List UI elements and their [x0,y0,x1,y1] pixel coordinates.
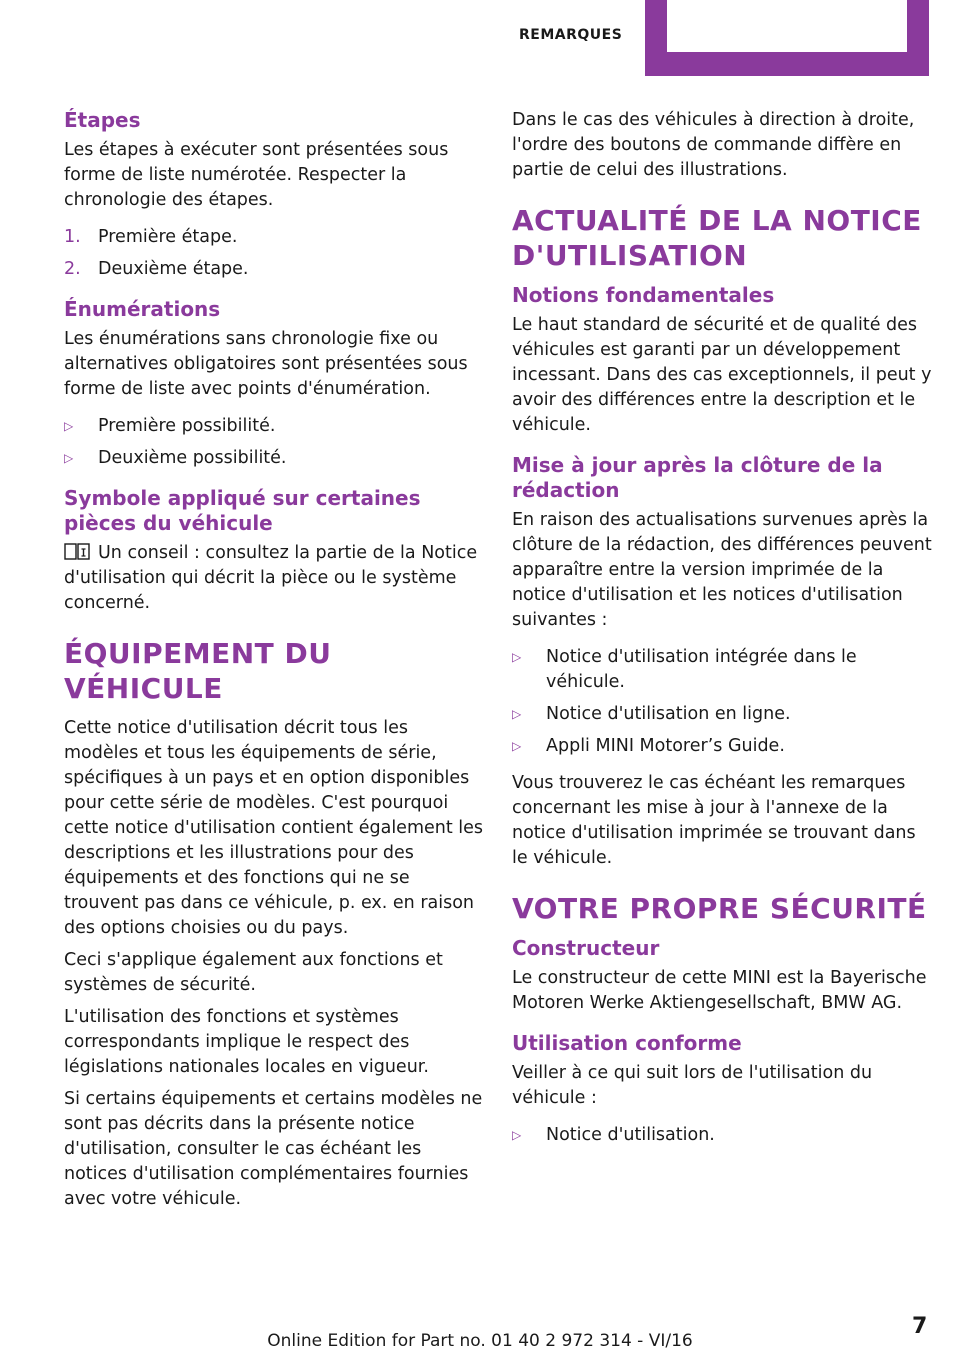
etapes-heading: Étapes [64,108,141,132]
list-item [512,1123,932,1148]
intro-section [512,108,932,183]
intro-text: Dans le cas des véhicules à direction à droite, l'ordre des boutons de commande diffère en partie de celui des illustrations. [512,110,915,180]
equipement-heading: ÉQUIPEMENT DU VÉHICULE [64,637,332,705]
page-number: 7 [912,1314,928,1339]
symbole-heading: Symbole appliqué sur certaines pièces du véhicule [64,486,421,535]
enum-text: Première possibilité. [98,416,276,436]
constructeur-text: Le constructeur de cette MINI est la Bayerische Motoren Werke Aktiengesellschaft, BMW AG. [512,968,927,1013]
enumerations-text: Les énumérations sans chronologie fixe ou alternatives obligatoires sont présentées sous forme de liste avec points d'énumération. [64,329,468,399]
bullet-triangle-icon: ▷ [512,650,522,664]
right-column [512,108,932,1163]
book-icon [64,543,90,560]
maj-text: En raison des actualisations survenues après la clôture de la rédaction, des différences peuvent apparaître entre la version imprimée de la notice d'utilisation et les notices d'utilisation suivantes : [512,510,932,630]
equipement-p2: Ceci s'applique également aux fonctions et systèmes de sécurité. [64,950,443,995]
securite-heading: VOTRE PROPRE SÉCURITÉ [512,892,927,925]
constructeur-heading: Constructeur [512,936,660,960]
utilisation-text: Veiller à ce qui suit lors de l'utilisation du véhicule : [512,1063,873,1108]
enum-list [64,414,484,471]
etapes-text: Les étapes à exécuter sont présentées sous forme de liste numérotée. Respecter la chronologie des étapes. [64,140,449,210]
list-item [64,446,484,471]
maj-heading: Mise à jour après la clôture de la rédaction [512,453,883,502]
equipement-section [64,636,484,1212]
actualite-heading: ACTUALITÉ DE LA NOTICE D'UTILISATION [512,204,922,272]
maj-subsection [512,453,932,871]
maj-item-text: Notice d'utilisation en ligne. [546,704,791,724]
securite-section [512,891,932,1148]
bullet-triangle-icon: ▷ [64,451,74,465]
equipement-p1: Cette notice d'utilisation décrit tous les modèles et tous les équipements de série, spécifiques à un pays et en option disponibles pour cette série de modèles. C'est pourquoi cette notice d'utilisation contient également les descriptions et les illustrations pour des équipements et des fonctions qui ne se trouvent pas dans ce véhicule, p. ex. en raison des options choisies ou du pays. [64,718,484,938]
actualite-section [512,203,932,871]
bullet-triangle-icon: ▷ [512,739,522,753]
enumerations-heading: Énumérations [64,297,221,321]
notions-text: Le haut standard de sécurité et de qualité des véhicules est garanti par un développement incessant. Dans des cas exceptionnels, il peut y avoir des différences entre la description et le véhicule. [512,315,932,435]
notions-heading: Notions fondamentales [512,283,775,307]
maj-after-text: Vous trouverez le cas échéant les remarques concernant les mise à jour à l'annexe de la notice d'utilisation imprimée se trouvant dans le véhicule. [512,773,916,868]
symbole-text [64,541,484,616]
enum-text: Deuxième possibilité. [98,448,287,468]
utilisation-subsection [512,1031,932,1148]
bullet-triangle-icon: ▷ [512,707,522,721]
maj-item-text: Appli MINI Motorer’s Guide. [546,736,785,756]
step-text: Deuxième étape. [98,259,249,279]
utilisation-heading: Utilisation conforme [512,1031,742,1055]
list-item [64,257,484,282]
etapes-section [64,108,484,282]
bullet-triangle-icon: ▷ [512,1128,522,1142]
step-number: 1. [64,227,81,247]
utilisation-list [512,1123,932,1148]
header-accent-block [645,0,929,76]
equipement-p4: Si certains équipements et certains modèles ne sont pas décrits dans la présente notice d'utilisation, consulter le cas échéant les notices d'utilisation complémentaires fournies avec votre véhicule. [64,1089,483,1209]
section-header: REMARQUES [519,27,623,43]
constructeur-subsection [512,936,932,1016]
list-item [64,225,484,250]
equipement-p3: L'utilisation des fonctions et systèmes correspondants implique le respect des législations nationales locales en vigueur. [64,1007,429,1077]
footer-edition: Online Edition for Part no. 01 40 2 972 314 - VI/16 [267,1331,693,1351]
steps-list [64,225,484,282]
bullet-triangle-icon: ▷ [64,419,74,433]
step-number: 2. [64,259,81,279]
maj-list [512,645,932,759]
list-item [512,645,932,695]
utilisation-item-text: Notice d'utilisation. [546,1125,715,1145]
list-item [512,702,932,727]
left-column [64,108,484,1227]
symbole-section [64,486,484,616]
enumerations-section [64,297,484,471]
notions-subsection [512,283,932,438]
step-text: Première étape. [98,227,238,247]
list-item [64,414,484,439]
maj-item-text: Notice d'utilisation intégrée dans le véhicule. [546,647,857,692]
symbole-body: Un conseil : consultez la partie de la Notice d'utilisation qui décrit la pièce ou le système concerné. [64,543,478,613]
list-item [512,734,932,759]
